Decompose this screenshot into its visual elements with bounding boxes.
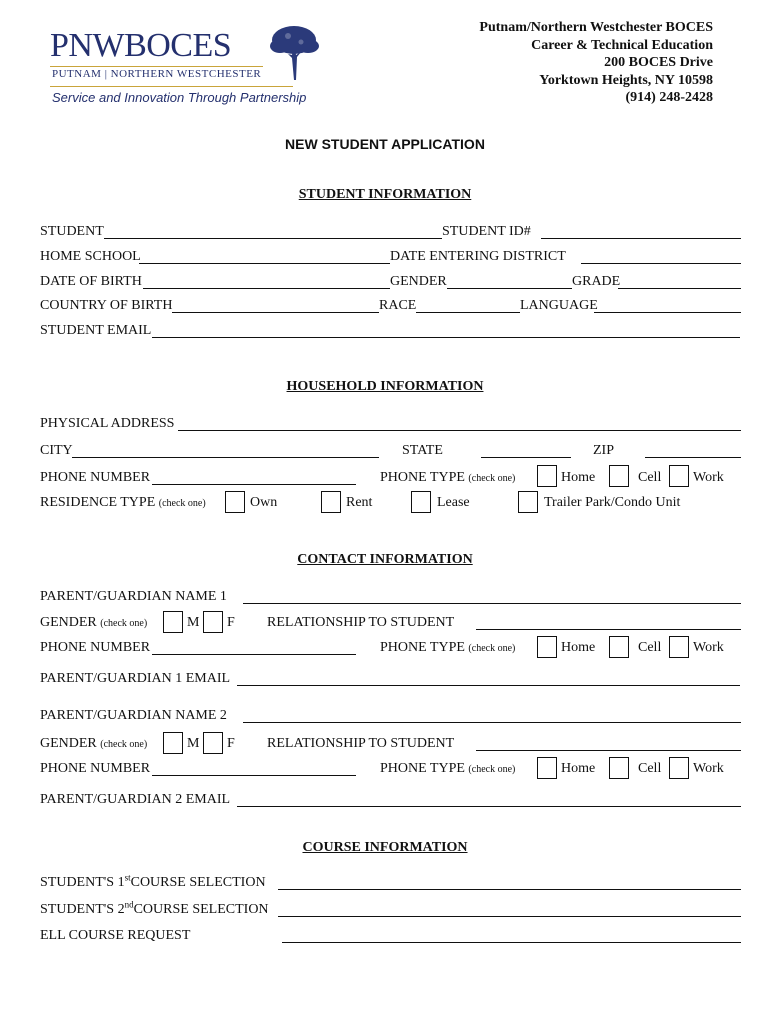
check-one-hint: (check one) <box>100 618 148 629</box>
first-course-prefix: STUDENT'S 1 <box>40 875 125 890</box>
guardian1-name-field[interactable] <box>243 603 741 604</box>
zip-label: ZIP <box>593 443 614 458</box>
home-school-field[interactable] <box>139 263 390 264</box>
address-field[interactable] <box>178 430 741 431</box>
country-field[interactable] <box>172 312 379 313</box>
second-course-field[interactable] <box>278 916 741 917</box>
ell-course-label: ELL COURSE REQUEST <box>40 928 191 943</box>
gender-text: GENDER <box>40 615 97 630</box>
first-course-field[interactable] <box>278 889 741 890</box>
city-label: CITY <box>40 443 73 458</box>
country-label: COUNTRY OF BIRTH <box>40 298 173 313</box>
tree-icon <box>268 24 320 80</box>
household-cell-label: Cell <box>638 470 662 485</box>
state-field[interactable] <box>481 457 571 458</box>
logo-pnw: PNW <box>50 27 125 64</box>
gender-label: GENDER <box>390 274 447 289</box>
guardian1-phone-work-checkbox[interactable] <box>669 636 689 658</box>
guardian2-cell-label: Cell <box>638 761 662 776</box>
residence-trailer-label: Trailer Park/Condo Unit <box>544 495 681 510</box>
guardian1-relationship-field[interactable] <box>476 629 741 630</box>
guardian2-email-label: PARENT/GUARDIAN 2 EMAIL <box>40 792 231 807</box>
student-id-label: STUDENT ID# <box>442 224 531 239</box>
guardian1-cell-label: Cell <box>638 640 662 655</box>
gender-field[interactable] <box>447 288 572 289</box>
guardian2-work-label: Work <box>693 761 724 776</box>
section-student-heading: STUDENT INFORMATION <box>298 187 472 202</box>
first-course-sup: st <box>124 872 131 883</box>
household-home-label: Home <box>561 470 596 485</box>
guardian1-gender-label <box>40 615 147 632</box>
guardian1-f-label: F <box>227 615 235 630</box>
guardian2-name-field[interactable] <box>243 722 741 723</box>
guardian2-name-label: PARENT/GUARDIAN NAME 2 <box>40 708 227 723</box>
first-course-label <box>40 872 266 891</box>
guardian2-gender-m-checkbox[interactable] <box>163 732 183 754</box>
logo-boces: BOCES <box>124 27 232 64</box>
guardian2-relationship-label: RELATIONSHIP TO STUDENT <box>267 736 455 751</box>
guardian2-f-label: F <box>227 736 235 751</box>
dob-field[interactable] <box>143 288 390 289</box>
guardian2-gender-f-checkbox[interactable] <box>203 732 223 754</box>
guardian1-email-field[interactable] <box>237 685 740 686</box>
zip-field[interactable] <box>645 457 741 458</box>
residence-lease-checkbox[interactable] <box>411 491 431 513</box>
second-course-sup: nd <box>124 899 134 910</box>
guardian2-gender-label <box>40 736 147 753</box>
ell-course-field[interactable] <box>282 942 741 943</box>
student-email-label: STUDENT EMAIL <box>40 323 152 338</box>
phone-type-text: PHONE TYPE <box>380 470 465 485</box>
guardian2-phone-work-checkbox[interactable] <box>669 757 689 779</box>
address-block <box>479 19 713 107</box>
guardian2-email-field[interactable] <box>237 806 741 807</box>
guardian2-phone-field[interactable] <box>152 775 356 776</box>
logo-gold-rule-2 <box>50 86 293 87</box>
check-one-hint: (check one) <box>468 643 516 654</box>
guardian2-phone-home-checkbox[interactable] <box>537 757 557 779</box>
logo-wordmark <box>50 28 231 64</box>
language-field[interactable] <box>594 312 741 313</box>
household-work-label: Work <box>693 470 724 485</box>
page-title: NEW STUDENT APPLICATION <box>285 136 485 152</box>
guardian1-phone-label: PHONE NUMBER <box>40 640 151 655</box>
check-one-hint: (check one) <box>468 473 516 484</box>
guardian1-home-label: Home <box>561 640 596 655</box>
guardian1-phone-cell-checkbox[interactable] <box>609 636 629 658</box>
grade-label: GRADE <box>572 274 621 289</box>
check-one-hint: (check one) <box>158 498 206 509</box>
race-label: RACE <box>379 298 417 313</box>
guardian1-m-label: M <box>187 615 200 630</box>
residence-rent-label: Rent <box>346 495 373 510</box>
student-name-field[interactable] <box>104 238 442 239</box>
household-phone-field[interactable] <box>152 484 356 485</box>
guardian1-relationship-label: RELATIONSHIP TO STUDENT <box>267 615 455 630</box>
logo <box>50 24 320 110</box>
dob-label: DATE OF BIRTH <box>40 274 142 289</box>
phone-type-text: PHONE TYPE <box>380 640 465 655</box>
household-phone-home-checkbox[interactable] <box>537 465 557 487</box>
address-label: PHYSICAL ADDRESS <box>40 416 175 431</box>
logo-gold-rule <box>50 66 263 67</box>
residence-trailer-checkbox[interactable] <box>518 491 538 513</box>
city-field[interactable] <box>72 457 379 458</box>
residence-type-text: RESIDENCE TYPE <box>40 495 156 510</box>
first-course-suffix: COURSE SELECTION <box>130 875 266 890</box>
check-one-hint: (check one) <box>468 764 516 775</box>
second-course-label <box>40 899 269 918</box>
section-course-heading: COURSE INFORMATION <box>302 840 468 855</box>
student-label: STUDENT <box>40 224 104 239</box>
second-course-suffix: COURSE SELECTION <box>133 902 269 917</box>
residence-type-label <box>40 495 206 512</box>
guardian2-home-label: Home <box>561 761 596 776</box>
residence-lease-label: Lease <box>437 495 470 510</box>
household-phone-cell-checkbox[interactable] <box>609 465 629 487</box>
guardian1-phone-type-label <box>380 640 515 657</box>
race-field[interactable] <box>416 312 520 313</box>
address-line-3: 200 BOCES Drive <box>604 55 713 70</box>
date-entering-field[interactable] <box>581 263 741 264</box>
residence-rent-checkbox[interactable] <box>321 491 341 513</box>
section-contact-heading: CONTACT INFORMATION <box>297 552 473 567</box>
section-household-heading: HOUSEHOLD INFORMATION <box>286 379 484 394</box>
guardian1-phone-field[interactable] <box>152 654 356 655</box>
guardian1-gender-f-checkbox[interactable] <box>203 611 223 633</box>
guardian1-gender-m-checkbox[interactable] <box>163 611 183 633</box>
language-label: LANGUAGE <box>520 298 598 313</box>
home-school-label: HOME SCHOOL <box>40 249 141 264</box>
guardian1-phone-home-checkbox[interactable] <box>537 636 557 658</box>
state-label: STATE <box>402 443 443 458</box>
gender-text: GENDER <box>40 736 97 751</box>
address-line-5: (914) 248-2428 <box>625 90 713 105</box>
guardian2-phone-type-label <box>380 761 515 778</box>
guardian1-name-label: PARENT/GUARDIAN NAME 1 <box>40 589 227 604</box>
guardian2-phone-cell-checkbox[interactable] <box>609 757 629 779</box>
address-line-2: Career & Technical Education <box>531 37 713 53</box>
second-course-prefix: STUDENT'S 2 <box>40 902 125 917</box>
logo-subtitle: PUTNAM | NORTHERN WESTCHESTER <box>52 68 262 80</box>
student-email-field[interactable] <box>152 337 740 338</box>
guardian2-phone-label: PHONE NUMBER <box>40 761 151 776</box>
guardian1-work-label: Work <box>693 640 724 655</box>
address-line-4: Yorktown Heights, NY 10598 <box>539 72 713 88</box>
residence-own-checkbox[interactable] <box>225 491 245 513</box>
student-id-field[interactable] <box>541 238 741 239</box>
household-phone-work-checkbox[interactable] <box>669 465 689 487</box>
address-line-1: Putnam/Northern Westchester BOCES <box>479 20 713 35</box>
residence-own-label: Own <box>250 495 278 510</box>
date-entering-label: DATE ENTERING DISTRICT <box>390 249 566 264</box>
guardian2-relationship-field[interactable] <box>476 750 741 751</box>
check-one-hint: (check one) <box>100 739 148 750</box>
household-phone-label: PHONE NUMBER <box>40 470 151 485</box>
logo-tagline: Service and Innovation Through Partnership <box>52 90 307 105</box>
guardian1-email-label: PARENT/GUARDIAN 1 EMAIL <box>40 671 231 686</box>
grade-field[interactable] <box>618 288 741 289</box>
phone-type-text: PHONE TYPE <box>380 761 465 776</box>
household-phone-type-label <box>380 470 515 487</box>
guardian2-m-label: M <box>187 736 200 751</box>
